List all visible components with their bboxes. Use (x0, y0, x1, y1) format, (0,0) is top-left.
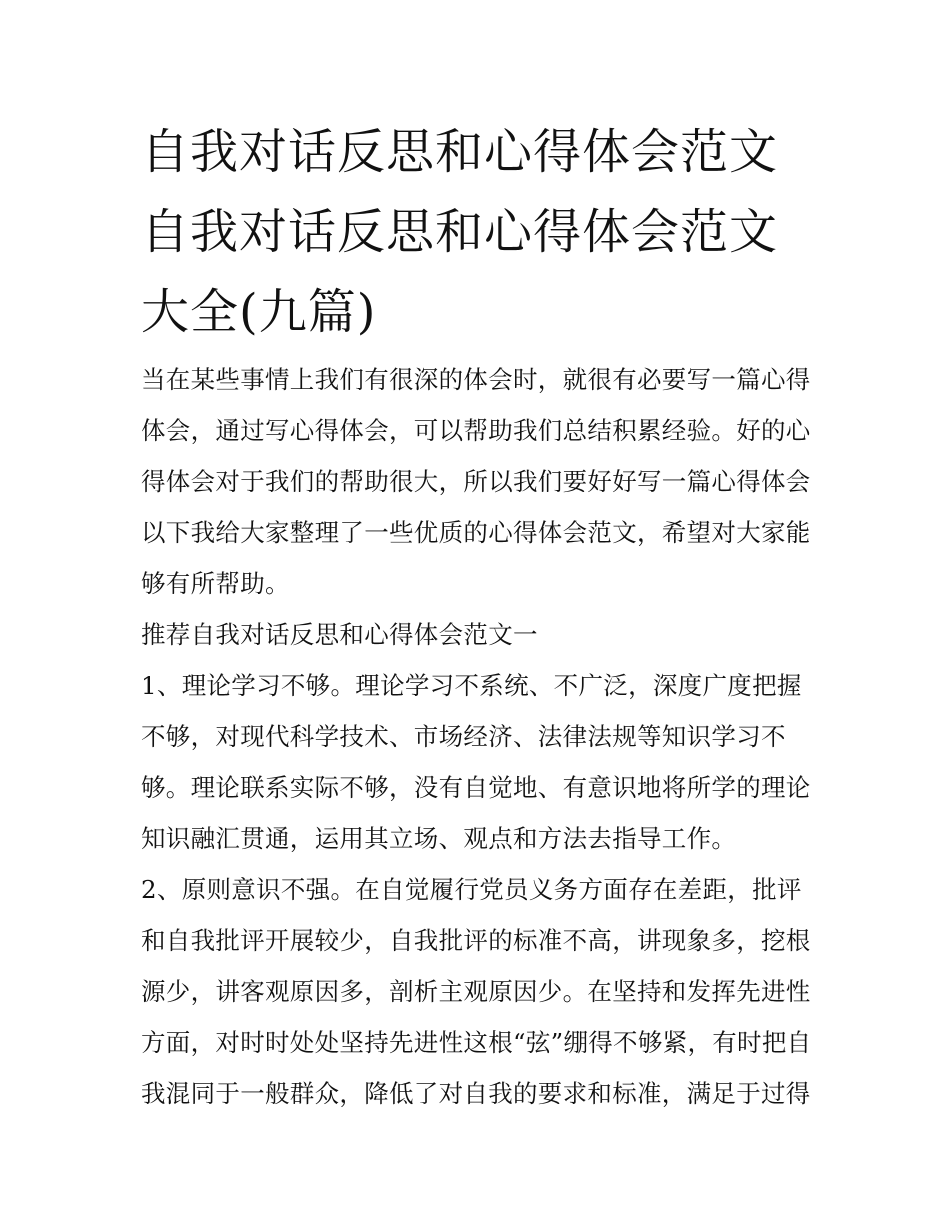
title-line: 大全(九篇) (141, 284, 377, 340)
body-line: 体会，通过写心得体会，可以帮助我们总结积累经验。好的心 (141, 416, 811, 445)
body-line: 源少，讲客观原因多，剖析主观原因少。在坚持和发挥先进性 (141, 977, 811, 1006)
body-line: 和自我批评开展较少，自我批评的标准不高，讲现象多，挖根 (141, 926, 811, 955)
body-line: 2、原则意识不强。在自觉履行党员义务方面存在差距，批评 (141, 875, 802, 904)
body-line: 得体会对于我们的帮助很大，所以我们要好好写一篇心得体会 (141, 467, 811, 496)
body-line: 不够，对现代科学技术、市场经济、法律法规等知识学习不 (141, 722, 786, 751)
body-line: 当在某些事情上我们有很深的体会时，就很有必要写一篇心得 (141, 365, 811, 394)
body-line: 够有所帮助。 (141, 569, 290, 598)
document-body (141, 354, 821, 1119)
body-line: 我混同于一般群众，降低了对自我的要求和标准，满足于过得 (141, 1079, 811, 1108)
body-line: 1、理论学习不够。理论学习不系统、不广泛，深度广度把握 (141, 671, 802, 700)
section-heading: 推荐自我对话反思和心得体会范文一 (141, 620, 538, 649)
body-line: 以下我给大家整理了一些优质的心得体会范文，希望对大家能 (141, 518, 811, 547)
title-line: 自我对话反思和心得体会范文 (141, 204, 779, 260)
body-line: 知识融汇贯通，运用其立场、观点和方法去指导工作。 (141, 824, 737, 853)
title-line: 自我对话反思和心得体会范文 (141, 124, 779, 180)
body-line: 够。理论联系实际不够，没有自觉地、有意识地将所学的理论 (141, 773, 811, 802)
body-line: 方面，对时时处处坚持先进性这根“弦”绷得不够紧，有时把自 (141, 1028, 812, 1057)
document-title (141, 112, 821, 352)
